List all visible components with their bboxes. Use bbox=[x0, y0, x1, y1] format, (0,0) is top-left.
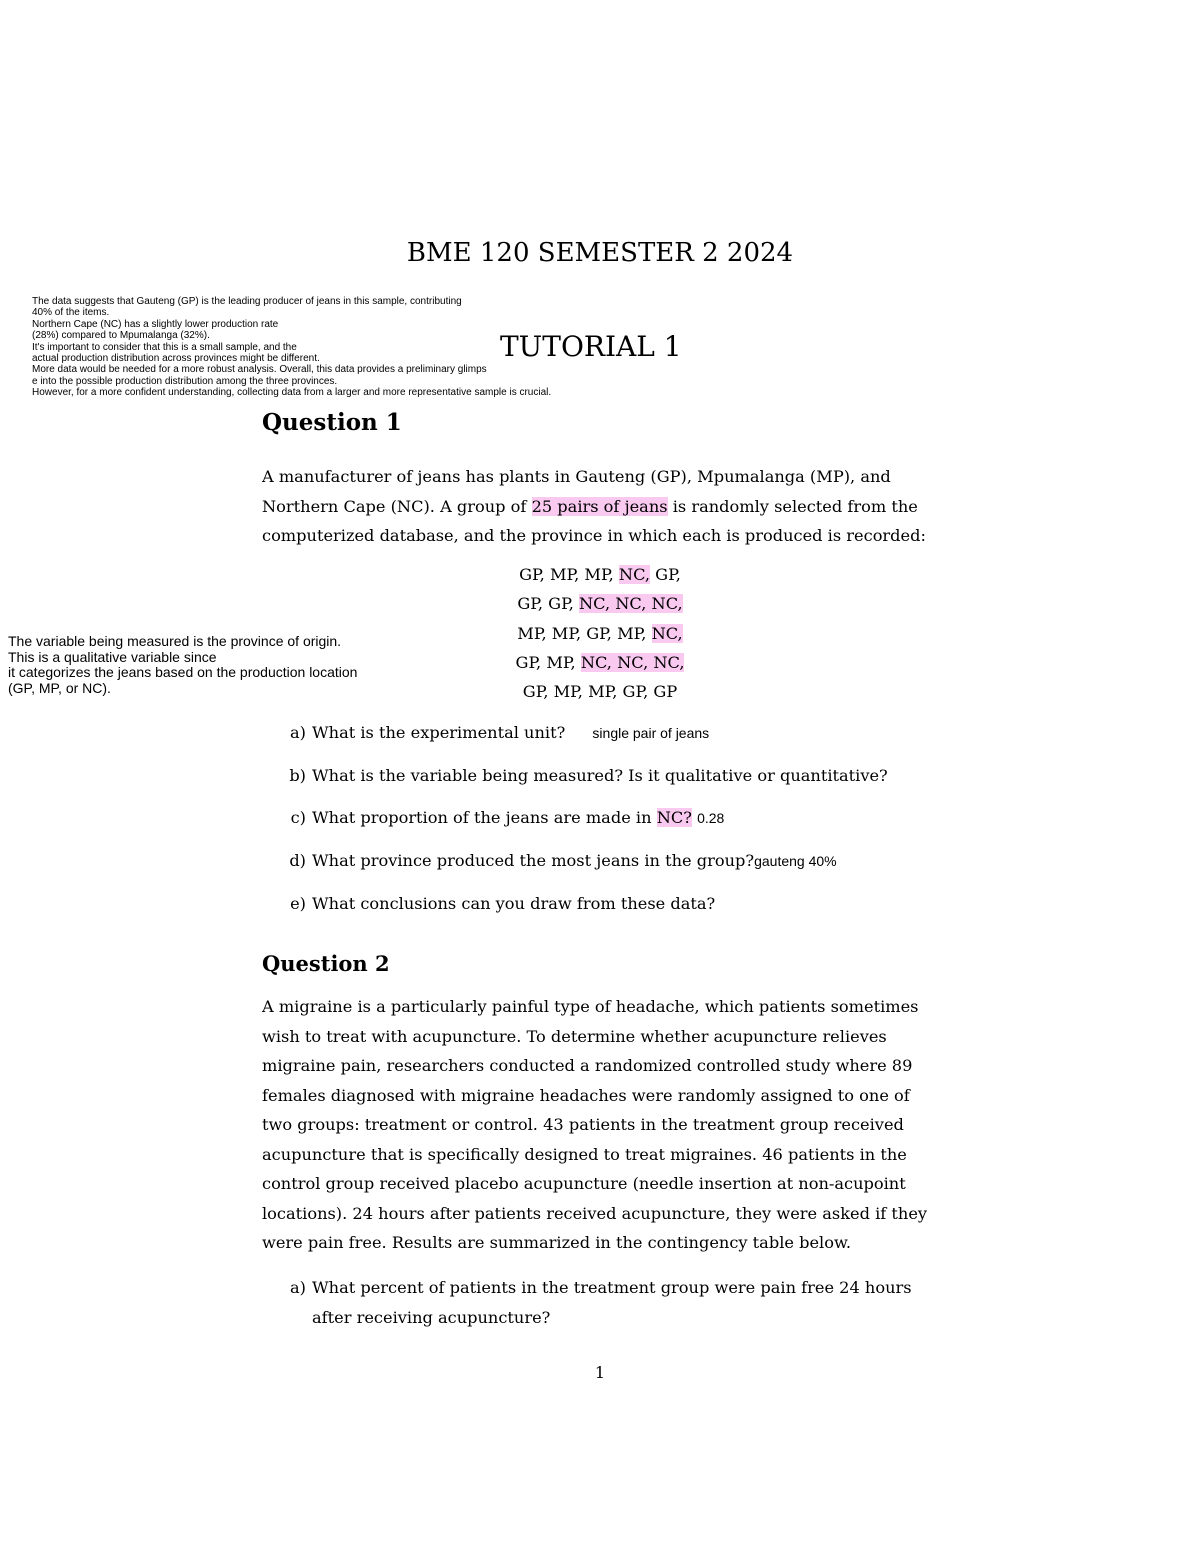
note-line: However, for a more confident understanding, collecting data from a larger and more representative sample is crucial. bbox=[32, 387, 552, 399]
conclusion-note bbox=[32, 296, 551, 399]
subquestion-c: c) What proportion of the jeans are made in NC? 0.28 bbox=[290, 808, 725, 827]
body-line: females diagnosed with migraine headaches were randomly assigned to one of bbox=[262, 1085, 910, 1105]
dataset-row: GP, MP, MP, NC, GP, bbox=[519, 565, 681, 584]
note-line: This is a qualitative variable since bbox=[8, 648, 217, 665]
subquestion-e: e) What conclusions can you draw from these data? bbox=[290, 894, 716, 913]
note-line: (GP, MP, or NC). bbox=[8, 679, 111, 696]
body-line: control group received placebo acupuncture (needle insertion at non-acupoint bbox=[262, 1174, 906, 1193]
note-line: actual production distribution across provinces might be different. bbox=[32, 353, 320, 365]
body-line: wish to treat with acupuncture. To determine whether acupuncture relieves bbox=[262, 1026, 887, 1046]
note-line: The data suggests that Gauteng (GP) is the leading producer of jeans in this sample, contributing bbox=[32, 296, 462, 307]
page-number: 1 bbox=[594, 1363, 606, 1382]
variable-note bbox=[8, 634, 357, 696]
subquestion-d: d) What province produced the most jeans in the group?gauteng 40% bbox=[289, 851, 837, 870]
highlight: NC? bbox=[656, 808, 692, 827]
body-line: computerized database, and the province in which each is produced is recorded: bbox=[262, 526, 926, 545]
highlight: 25 pairs of jeans bbox=[531, 496, 668, 516]
note-line: (28%) compared to Mpumalanga (32%). bbox=[32, 330, 210, 342]
dataset-row: MP, MP, GP, MP, NC, bbox=[517, 623, 683, 643]
highlight: NC, NC, NC, bbox=[580, 652, 685, 672]
note-line: The variable being measured is the province of origin. bbox=[8, 633, 342, 649]
note-line: It's important to consider that this is a small sample, and the bbox=[32, 341, 297, 353]
question-2-body bbox=[262, 992, 927, 1258]
highlight: NC, NC, NC, bbox=[579, 594, 683, 614]
question-1-body bbox=[262, 462, 926, 551]
body-line: A migraine is a particularly painful type of headache, which patients sometimes bbox=[262, 997, 919, 1016]
body-line: migraine pain, researchers conducted a randomized controlled study where 89 bbox=[262, 1056, 913, 1075]
body-line: two groups: treatment or control. 43 patients in the treatment group received bbox=[262, 1115, 904, 1134]
note-line: More data would be needed for a more robust analysis. Overall, this data provides a preliminary glimps bbox=[32, 364, 487, 376]
body-line: were pain free. Results are summarized in the contingency table below. bbox=[262, 1233, 852, 1252]
subquestion-a: a) What is the experimental unit? single pair of jeans bbox=[290, 723, 710, 742]
province-dataset bbox=[420, 560, 780, 706]
body-line: locations). 24 hours after patients received acupuncture, they were asked if they bbox=[262, 1203, 928, 1223]
note-line: 40% of the items. bbox=[32, 307, 110, 319]
question-1-heading: Question 1 bbox=[262, 409, 402, 436]
body-line: acupuncture that is specifically designed to treat migraines. 46 patients in the bbox=[262, 1144, 907, 1164]
body-line: A manufacturer of jeans has plants in Gauteng (GP), Mpumalanga (MP), and bbox=[262, 467, 891, 486]
course-title: BME 120 SEMESTER 2 2024 bbox=[406, 238, 794, 268]
dataset-row: GP, GP, NC, NC, NC, bbox=[517, 594, 683, 614]
answer-d: gauteng 40% bbox=[754, 853, 837, 869]
answer-a: single pair of jeans bbox=[592, 725, 710, 741]
answer-c: 0.28 bbox=[697, 810, 725, 826]
subquestion-b: b) What is the variable being measured? Is it qualitative or quantitative? bbox=[289, 766, 888, 785]
highlight: NC, bbox=[651, 623, 683, 643]
question-2-heading: Question 2 bbox=[262, 951, 390, 976]
note-line: e into the possible production distribution among the three provinces. bbox=[32, 375, 338, 387]
note-line: Northern Cape (NC) has a slightly lower production rate bbox=[32, 318, 279, 330]
tutorial-title: TUTORIAL 1 bbox=[500, 330, 682, 363]
highlight: NC, bbox=[618, 565, 651, 584]
note-line: it categorizes the jeans based on the production location bbox=[8, 664, 358, 680]
q2-subquestion-a: a) What percent of patients in the treatment group were pain free 24 hours after receiving acupuncture? bbox=[290, 1278, 912, 1327]
body-line: Northern Cape (NC). A group of 25 pairs of jeans is randomly selected from the bbox=[262, 496, 918, 516]
dataset-row: GP, MP, NC, NC, NC, bbox=[515, 652, 685, 672]
dataset-row: GP, MP, MP, GP, GP bbox=[522, 682, 678, 702]
